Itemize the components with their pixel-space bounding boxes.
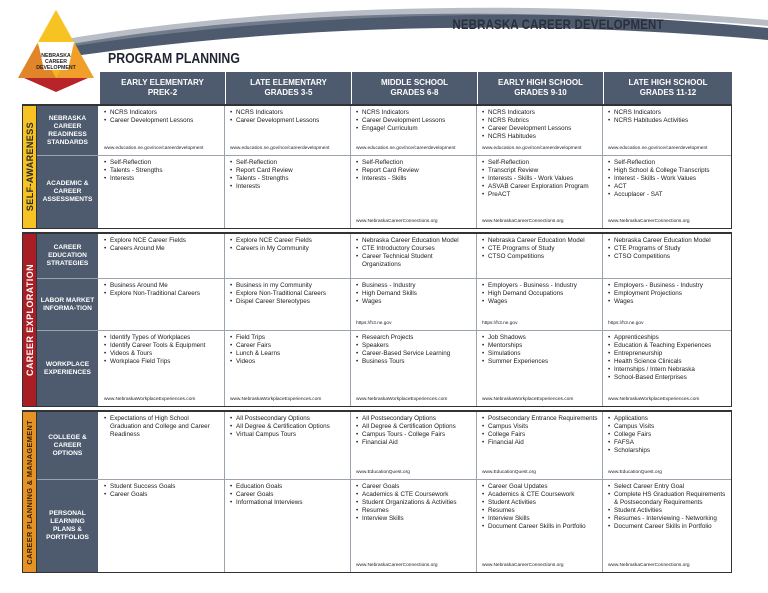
column-grades: GRADES 11-12 — [639, 88, 697, 97]
cell-list — [356, 282, 473, 306]
planning-grid — [22, 72, 732, 573]
table-row — [37, 480, 731, 572]
table-row — [37, 279, 731, 331]
list-item: • Complete HS Graduation Requirements & Postsecondary Requirements — [608, 491, 728, 507]
list-item: • Engage! Curriculum — [356, 125, 473, 133]
list-item: • CTE Introductory Courses — [356, 245, 473, 253]
cell-list — [608, 415, 728, 455]
list-item: • Informational Interviews — [230, 499, 347, 507]
list-item: • All Postsecondary Options — [356, 415, 473, 423]
column-grades: GRADES 3-5 — [264, 88, 313, 97]
cell-list — [482, 483, 599, 531]
list-item: • Expectations of High School Graduation and College and Career Readiness — [104, 415, 221, 439]
resource-link[interactable]: www.NebraskaWorkplaceExperiences.com — [230, 397, 322, 402]
list-item: • Campus Tours - College Fairs — [356, 431, 473, 439]
cell-list — [608, 109, 728, 125]
list-item: • Business - Industry — [356, 282, 473, 290]
cell-list — [356, 415, 473, 447]
section-side-bar — [23, 412, 37, 572]
list-item: • PreACT — [482, 191, 599, 199]
list-item: • Self-Reflection — [608, 159, 728, 167]
list-item: • NCRS Indicators — [482, 109, 599, 117]
list-item: • CTSO Competitions — [482, 253, 599, 261]
list-item: • Internships / Intern Nebraska — [608, 366, 728, 374]
row-label: WORKPLACE EXPERIENCES — [37, 331, 99, 406]
resource-link[interactable]: www.NebraskaCareerConnections.org — [608, 563, 690, 568]
resource-link[interactable]: www.NebraskaCareerConnections.org — [482, 219, 564, 224]
table-cell — [603, 480, 731, 572]
list-item: • Accuplacer - SAT — [608, 191, 728, 199]
list-item: • Document Career Skills in Portfolio — [482, 523, 599, 531]
list-item: • Financial Aid — [482, 439, 599, 447]
resource-link[interactable]: https://h3.ne.gov — [356, 321, 392, 326]
list-item: • Nebraska Career Education Model — [608, 237, 728, 245]
row-label: PERSONAL LEARNING PLANS & PORTFOLIOS — [37, 480, 99, 572]
list-item: • NCRS Habitudes Activities — [608, 117, 728, 125]
row-label: CAREER EDUCATION STRATEGIES — [37, 234, 99, 278]
cell-list — [482, 282, 599, 306]
list-item: • Transcript Review — [482, 167, 599, 175]
list-item: • High Demand Occupations — [482, 290, 599, 298]
table-cell — [225, 412, 351, 479]
resource-link[interactable]: https://h3.ne.gov — [608, 321, 644, 326]
section-title: CAREER PLANNING & MANAGEMENT — [25, 419, 34, 565]
list-item: • Nebraska Career Education Model — [482, 237, 599, 245]
row-label: LABOR MARKET INFORMA-TION — [37, 279, 99, 330]
table-cell — [477, 234, 603, 278]
list-item: • Document Career Skills in Portfolio — [608, 523, 728, 531]
list-item: • Student Organizations & Activities — [356, 499, 473, 507]
list-item: • Identify Career Tools & Equipment — [104, 342, 221, 350]
list-item: • Career Technical Student Organizations — [356, 253, 473, 269]
list-item: • Identify Types of Workplaces — [104, 334, 221, 342]
table-cell — [99, 480, 225, 572]
column-header-1 — [100, 72, 226, 104]
list-item: • Student Activities — [608, 507, 728, 515]
table-cell — [477, 279, 603, 330]
cell-list — [608, 159, 728, 199]
list-item: • All Postsecondary Options — [230, 415, 347, 423]
table-cell — [99, 106, 225, 155]
list-item: • Resumes — [482, 507, 599, 515]
cell-list — [608, 334, 728, 382]
list-item: • Select Career Entry Goal — [608, 483, 728, 491]
list-item: • NCRS Rubrics — [482, 117, 599, 125]
table-cell — [603, 279, 731, 330]
list-item: • CTE Programs of Study — [608, 245, 728, 253]
table-row — [37, 331, 731, 406]
list-item: • Career Goals — [230, 491, 347, 499]
table-cell — [603, 331, 731, 406]
list-item: • Applications — [608, 415, 728, 423]
list-item: • Health Science Clinicals — [608, 358, 728, 366]
column-level: MIDDLE SCHOOL — [380, 78, 449, 87]
list-item: • Resumes - Interviewing - Networking — [608, 515, 728, 523]
table-row — [37, 234, 731, 279]
cell-list — [104, 415, 221, 439]
resource-link[interactable]: www.education.ne.gov/nce/careerdevelopment — [356, 146, 456, 151]
table-cell — [351, 412, 477, 479]
list-item: • Explore NCE Career Fields — [104, 237, 221, 245]
table-cell — [99, 279, 225, 330]
table-cell — [351, 106, 477, 155]
list-item: • CTSO Competitions — [608, 253, 728, 261]
resource-link[interactable]: www.NebraskaWorkplaceExperiences.com — [608, 397, 700, 402]
list-item: • FAFSA — [608, 439, 728, 447]
cell-list — [104, 237, 221, 253]
section-title: SELF-AWARENESS — [24, 122, 35, 212]
table-cell — [351, 234, 477, 278]
list-item: • Report Card Review — [356, 167, 473, 175]
cell-list — [230, 109, 347, 125]
table-row — [37, 106, 731, 156]
list-item: • Entrepreneurship — [608, 350, 728, 358]
list-item: • Scholarships — [608, 447, 728, 455]
list-item: • Wages — [482, 298, 599, 306]
list-item: • Business in my Community — [230, 282, 347, 290]
list-item: • Career Development Lessons — [230, 117, 347, 125]
list-item: • Careers in My Community — [230, 245, 347, 253]
row-label: NEBRASKA CAREER READINESS STANDARDS — [37, 106, 99, 155]
resource-link[interactable]: https://h3.ne.gov — [482, 321, 518, 326]
list-item: • Mentorships — [482, 342, 599, 350]
list-item: • Workplace Field Trips — [104, 358, 221, 366]
cell-list — [608, 483, 728, 531]
cell-list — [356, 237, 473, 269]
list-item: • Talents - Strengths — [104, 167, 221, 175]
cell-list — [104, 334, 221, 366]
list-item: • Career Goal Updates — [482, 483, 599, 491]
column-level: LATE HIGH SCHOOL — [628, 78, 708, 87]
table-cell — [225, 480, 351, 572]
list-item: • Wages — [608, 298, 728, 306]
list-item: • Financial Aid — [356, 439, 473, 447]
list-item: • School-Based Enterprises — [608, 374, 728, 382]
list-item: • Student Success Goals — [104, 483, 221, 491]
table-cell — [99, 234, 225, 278]
column-grades: GRADES 6-8 — [390, 88, 439, 97]
table-cell — [225, 279, 351, 330]
list-item: • NCRS Indicators — [230, 109, 347, 117]
list-item: • Interests - Skills - Work Values — [482, 175, 599, 183]
cell-list — [482, 159, 599, 199]
list-item: • CTE Programs of Study — [482, 245, 599, 253]
list-item: • Dispel Career Stereotypes — [230, 298, 347, 306]
column-header-3 — [352, 72, 478, 104]
cell-list — [356, 334, 473, 366]
list-item: • Business Around Me — [104, 282, 221, 290]
table-row — [37, 156, 731, 228]
resource-link[interactable]: www.NebraskaWorkplaceExperiences.com — [482, 397, 574, 402]
list-item: • Interest - Skills - Work Values — [608, 175, 728, 183]
list-item: • Explore Non-Traditional Careers — [104, 290, 221, 298]
list-item: • Career Goals — [104, 491, 221, 499]
list-item: • Explore Non-Traditional Careers — [230, 290, 347, 298]
cell-list — [230, 483, 347, 507]
cell-list — [230, 237, 347, 253]
cell-list — [482, 334, 599, 366]
cell-list — [104, 159, 221, 183]
table-cell — [99, 331, 225, 406]
list-item: • Self-Reflection — [482, 159, 599, 167]
cell-list — [608, 282, 728, 306]
resource-link[interactable]: www.NebraskaCareerConnections.org — [356, 219, 438, 224]
resource-link[interactable]: www.education.ne.gov/nce/careerdevelopment — [608, 146, 708, 151]
list-item: • Employers - Business - Industry — [482, 282, 599, 290]
list-item: • ACT — [608, 183, 728, 191]
table-cell — [603, 156, 731, 228]
list-item: • Report Card Review — [230, 167, 347, 175]
list-item: • Field Trips — [230, 334, 347, 342]
table-cell — [99, 412, 225, 479]
list-item: • Lunch & Learns — [230, 350, 347, 358]
table-cell — [225, 234, 351, 278]
list-item: • Academics & CTE Coursework — [356, 491, 473, 499]
list-item: • NCRS Indicators — [356, 109, 473, 117]
resource-link[interactable]: www.NebraskaWorkplaceExperiences.com — [104, 397, 196, 402]
list-item: • Self-Reflection — [230, 159, 347, 167]
cell-list — [482, 109, 599, 141]
resource-link[interactable]: www.education.ne.gov/nce/careerdevelopment — [230, 146, 330, 151]
cell-list — [608, 237, 728, 261]
table-cell — [351, 480, 477, 572]
list-item: • College Fairs — [608, 431, 728, 439]
row-label: COLLEGE & CAREER OPTIONS — [37, 412, 99, 479]
list-item: • Student Activities — [482, 499, 599, 507]
list-item: • Resumes — [356, 507, 473, 515]
table-cell — [225, 106, 351, 155]
cell-list — [104, 483, 221, 499]
list-item: • Interview Skills — [482, 515, 599, 523]
list-item: • Campus Visits — [608, 423, 728, 431]
table-cell — [603, 106, 731, 155]
table-cell — [603, 234, 731, 278]
section-title: CAREER EXPLORATION — [24, 263, 35, 377]
list-item: • Talents - Strengths — [230, 175, 347, 183]
column-level: LATE ELEMENTARY — [250, 78, 327, 87]
column-header-row — [100, 72, 732, 104]
list-item: • Interview Skills — [356, 515, 473, 523]
section-ce — [22, 232, 732, 407]
table-cell — [351, 331, 477, 406]
column-level: EARLY HIGH SCHOOL — [498, 78, 583, 87]
table-cell — [225, 331, 351, 406]
resource-link[interactable]: www.NebraskaWorkplaceExperiences.com — [356, 397, 448, 402]
list-item: • Career-Based Service Learning — [356, 350, 473, 358]
list-item: • Career Fairs — [230, 342, 347, 350]
list-item: • Employers - Business - Industry — [608, 282, 728, 290]
table-cell — [351, 279, 477, 330]
table-row — [37, 412, 731, 480]
table-cell — [477, 480, 603, 572]
resource-link[interactable]: www.NebraskaCareerConnections.org — [356, 563, 438, 568]
cell-list — [104, 282, 221, 298]
table-cell — [351, 156, 477, 228]
list-item: • Videos & Tours — [104, 350, 221, 358]
list-item: • Academics & CTE Coursework — [482, 491, 599, 499]
cell-list — [230, 282, 347, 306]
list-item: • Education & Teaching Experiences — [608, 342, 728, 350]
cell-list — [482, 237, 599, 261]
table-cell — [99, 156, 225, 228]
section-side-bar — [23, 234, 37, 406]
list-item: • Self-Reflection — [104, 159, 221, 167]
cell-list — [356, 109, 473, 133]
list-item: • Apprenticeships — [608, 334, 728, 342]
section-sa — [22, 104, 732, 229]
cell-list — [482, 415, 599, 447]
list-item: • College Fairs — [482, 431, 599, 439]
column-level: EARLY ELEMENTARY — [121, 78, 204, 87]
list-item: • Interests — [230, 183, 347, 191]
cell-list — [104, 109, 221, 125]
resource-link[interactable]: www.education.ne.gov/nce/careerdevelopment — [104, 146, 204, 151]
table-cell — [477, 156, 603, 228]
list-item: • NCRS Indicators — [608, 109, 728, 117]
list-item: • Self-Reflection — [356, 159, 473, 167]
resource-link[interactable]: www.NebraskaCareerConnections.org — [608, 219, 690, 224]
list-item: • Videos — [230, 358, 347, 366]
section-cp — [22, 410, 732, 573]
list-item: • Speakers — [356, 342, 473, 350]
list-item: • Business Tours — [356, 358, 473, 366]
table-cell — [477, 106, 603, 155]
list-item: • Wages — [356, 298, 473, 306]
list-item: • Career Development Lessons — [482, 125, 599, 133]
list-item: • Career Development Lessons — [104, 117, 221, 125]
section-side-bar — [23, 106, 37, 228]
list-item: • Career Goals — [356, 483, 473, 491]
list-item: • Education Goals — [230, 483, 347, 491]
resource-link[interactable]: www.EducationQuest.org — [482, 470, 536, 475]
list-item: • Careers Around Me — [104, 245, 221, 253]
resource-link[interactable]: www.education.ne.gov/nce/careerdevelopment — [482, 146, 582, 151]
column-header-2 — [226, 72, 352, 104]
cell-list — [230, 334, 347, 366]
resource-link[interactable]: www.EducationQuest.org — [356, 470, 410, 475]
list-item: • Interests — [104, 175, 221, 183]
table-cell — [603, 412, 731, 479]
list-item: • Job Shadows — [482, 334, 599, 342]
cell-list — [230, 415, 347, 439]
table-cell — [477, 412, 603, 479]
list-item: • ASVAB Career Exploration Program — [482, 183, 599, 191]
cell-list — [356, 483, 473, 523]
list-item: • All Degree & Certification Options — [230, 423, 347, 431]
list-item: • Employment Projections — [608, 290, 728, 298]
list-item: • Postsecondary Entrance Requirements — [482, 415, 599, 423]
row-label: ACADEMIC & CAREER ASSESSMENTS — [37, 156, 99, 228]
cell-list — [356, 159, 473, 183]
list-item: • Career Development Lessons — [356, 117, 473, 125]
column-header-4 — [478, 72, 604, 104]
logo-text: NEBRASKA CAREER DEVELOPMENT — [36, 53, 76, 71]
list-item: • NCRS Habitudes — [482, 133, 599, 141]
list-item: • High Demand Skills — [356, 290, 473, 298]
page-title: PROGRAM PLANNING — [108, 50, 240, 67]
list-item: • Simulations — [482, 350, 599, 358]
list-item: • Research Projects — [356, 334, 473, 342]
list-item: • NCRS Indicators — [104, 109, 221, 117]
resource-link[interactable]: www.EducationQuest.org — [608, 470, 662, 475]
header-swoosh — [0, 0, 768, 80]
table-cell — [477, 331, 603, 406]
list-item: • Summer Experiences — [482, 358, 599, 366]
org-title: NEBRASKA CAREER DEVELOPMENT — [452, 16, 664, 32]
table-cell — [225, 156, 351, 228]
column-grades: PREK-2 — [147, 88, 178, 97]
list-item: • Interests - Skills — [356, 175, 473, 183]
list-item: • All Degree & Certification Options — [356, 423, 473, 431]
cell-list — [230, 159, 347, 191]
resource-link[interactable]: www.NebraskaCareerConnections.org — [482, 563, 564, 568]
list-item: • Explore NCE Career Fields — [230, 237, 347, 245]
list-item: • Virtual Campus Tours — [230, 431, 347, 439]
column-grades: GRADES 9-10 — [514, 88, 567, 97]
column-header-5 — [604, 72, 732, 104]
list-item: • High School & College Transcripts — [608, 167, 728, 175]
list-item: • Campus Visits — [482, 423, 599, 431]
list-item: • Nebraska Career Education Model — [356, 237, 473, 245]
